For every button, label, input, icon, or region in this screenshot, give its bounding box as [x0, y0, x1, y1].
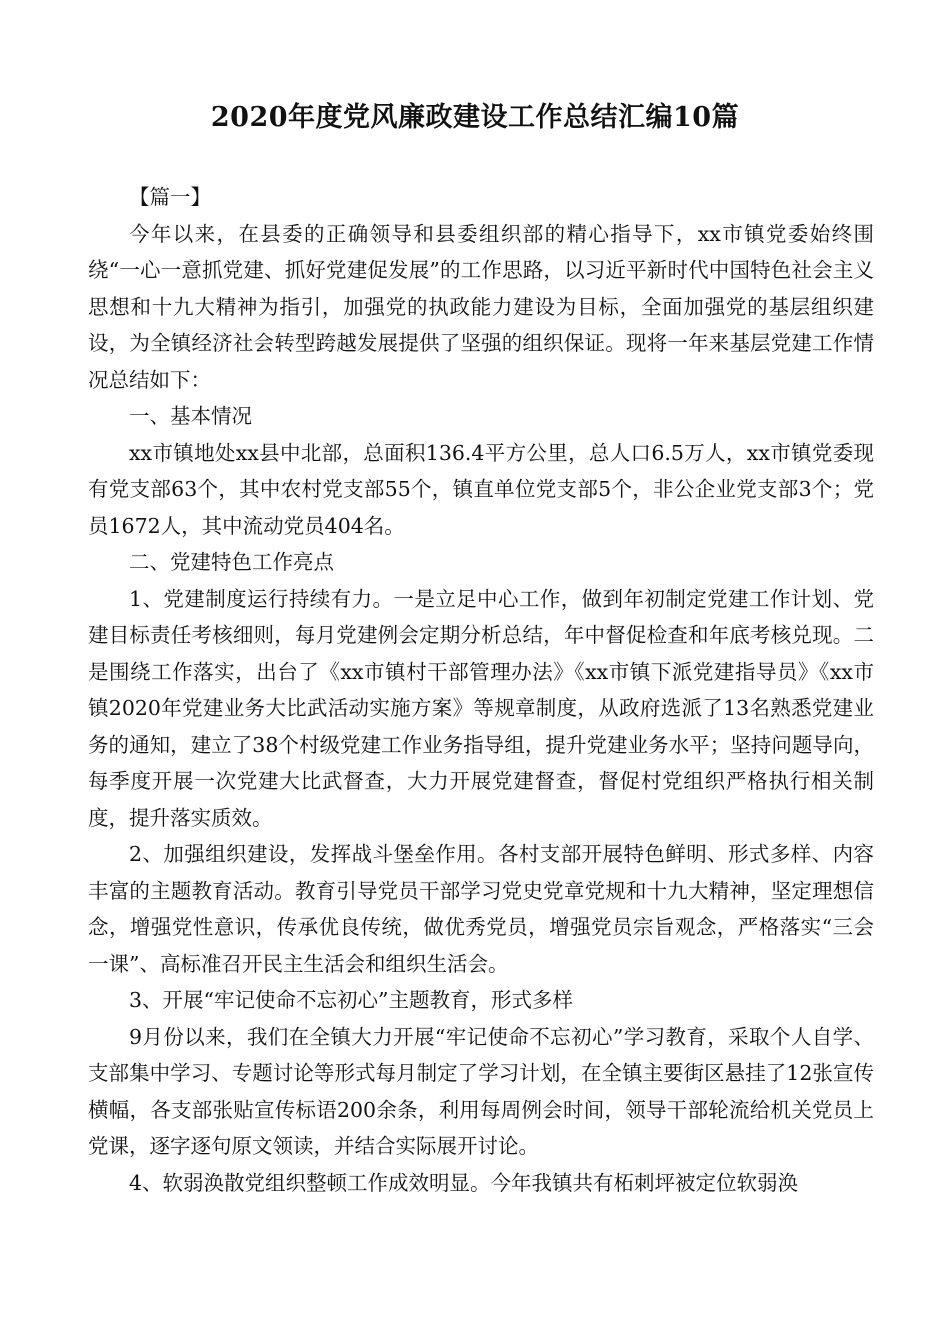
document-body	[88, 179, 874, 1201]
paragraph: 今年以来，在县委的正确领导和县委组织部的精心指导下，xx市镇党委始终围绕“一心一意抓党建、抓好党建促发展”的工作思路，以习近平新时代中国特色社会主义思想和十九大精神为指引，加强党的执政能力建设为目标，全面加强党的基层组织建设，为全镇经济社会转型跨越发展提供了坚强的组织保证。现将一年来基层党建工作情况总结如下：	[88, 221, 874, 392]
document-title: 2020年度党风廉政建设工作总结汇编10篇	[210, 102, 740, 133]
section-heading: 【篇一】	[129, 185, 211, 209]
section-heading: 二、党建特色工作亮点	[129, 550, 334, 574]
paragraph: 3、开展“牢记使命不忘初心”主题教育，形式多样	[129, 988, 574, 1012]
paragraph: 4、软弱涣散党组织整顿工作成效明显。今年我镇共有柘刺坪被定位软弱涣	[129, 1170, 799, 1195]
paragraph: 1、党建制度运行持续有力。一是立足中心工作，做到年初制定党建工作计划、党建目标责任考核细则，每月党建例会定期分析总结，年中督促检查和年底考核兑现。二是围绕工作落实，出台了《xx市镇村干部管理办法》《xx市镇下派党建指导员》《xx市镇2020年党建业务大比武活动实施方案》等规章制度，从政府选派了13名熟悉党建业务的通知，建立了38个村级党建工作业务指导组，提升党建业务水平；坚持问题导向，每季度开展一次党建大比武督查，大力开展党建督查，督促村党组织严格执行相关制度，提升落实质效。	[88, 586, 874, 830]
paragraph: xx市镇地处xx县中北部，总面积136.4平方公里，总人口6.5万人，xx市镇党委现有党支部63个，其中农村党支部55个，镇直单位党支部5个，非公企业党支部3个；党员1672人，其中流动党员404名。	[88, 440, 874, 538]
section-heading: 一、基本情况	[129, 404, 252, 428]
paragraph: 9月份以来，我们在全镇大力开展“牢记使命不忘初心”学习教育，采取个人自学、支部集中学习、专题讨论等形式每月制定了学习计划，在全镇主要街区悬挂了12张宣传横幅，各支部张贴宣传标语200余条，利用每周例会时间，领导干部轮流给机关党员上党课，逐字逐句原文领读，并结合实际展开讨论。	[88, 1024, 874, 1158]
paragraph: 2、加强组织建设，发挥战斗堡垒作用。各村支部开展特色鲜明、形式多样、内容丰富的主题教育活动。教育引导党员干部学习党史党章党规和十九大精神，坚定理想信念，增强党性意识，传承优良传统，做优秀党员，增强党员宗旨观念，严格落实“三会一课”、高标准召开民主生活会和组织生活会。	[88, 842, 874, 976]
